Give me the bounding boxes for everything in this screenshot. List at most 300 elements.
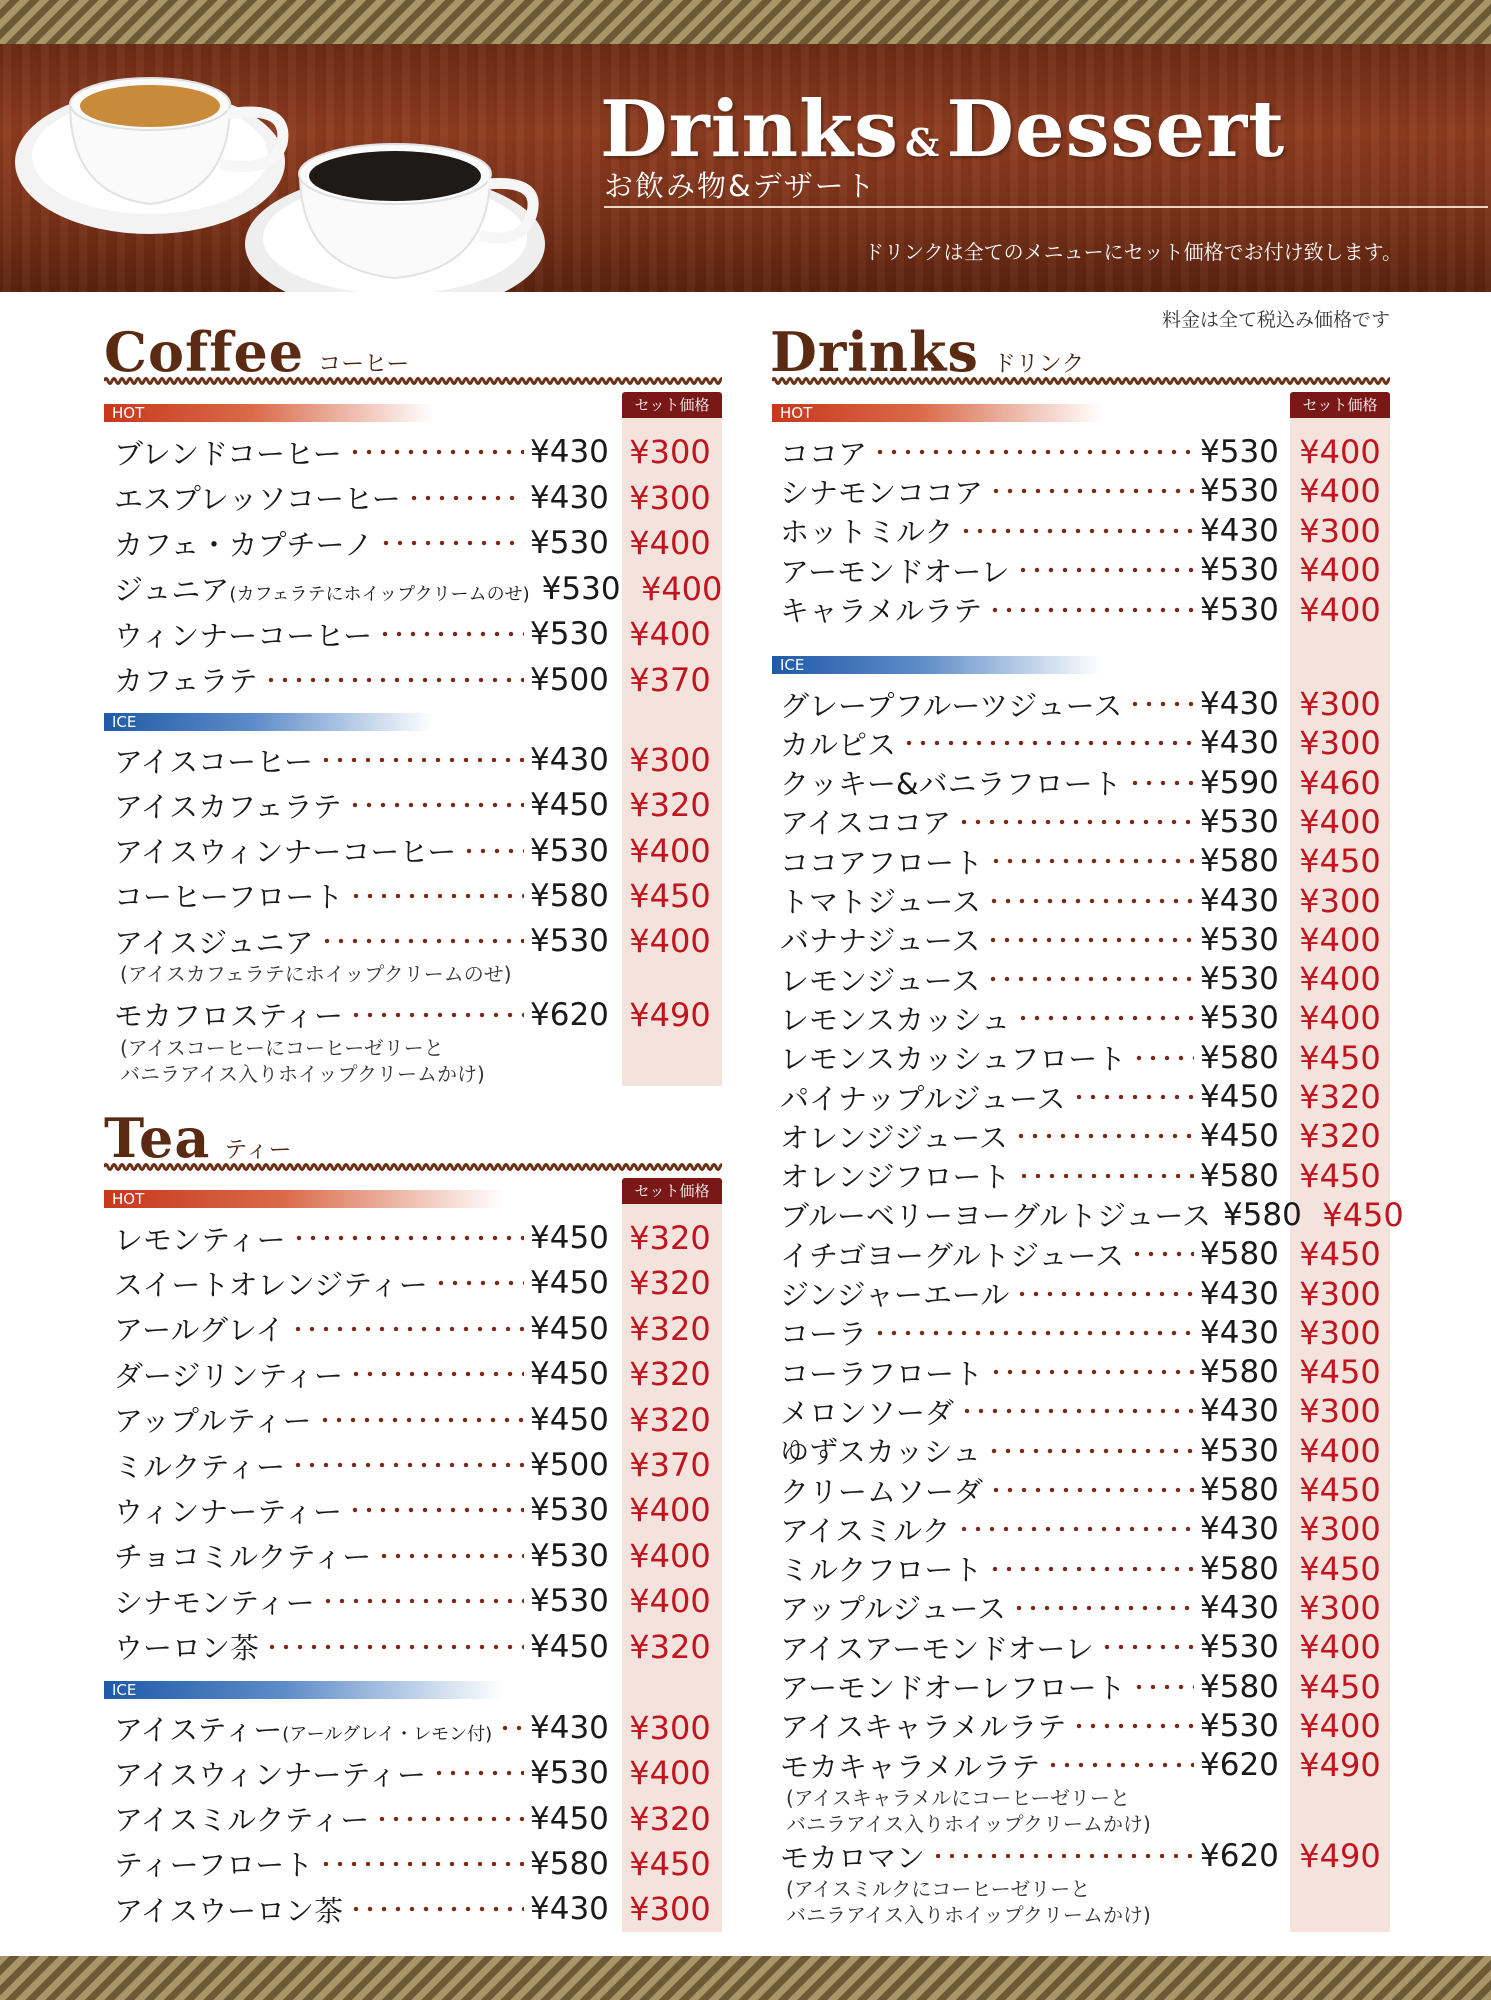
menu-item-name-text: アールグレイ — [114, 1313, 285, 1348]
menu-item-price: ¥450 — [530, 1401, 609, 1438]
menu-item-set-price: ¥300 — [629, 741, 711, 779]
menu-item — [114, 476, 720, 520]
tea-wavy-divider — [104, 1162, 722, 1172]
menu-item-set-price: ¥450 — [1299, 1549, 1381, 1588]
menu-item — [780, 957, 1390, 1001]
menu-item-name — [780, 919, 980, 960]
coffee-ice-band: ICE — [104, 713, 434, 731]
tea-ice-band: ICE — [104, 1681, 504, 1699]
menu-item-name-text: レモンスカッシュ — [780, 1002, 1011, 1037]
dot-leader — [319, 757, 524, 763]
menu-item-name-text: ゆずスカッシュ — [780, 1435, 981, 1470]
menu-item-name-text: カフェ・カプチーノ — [114, 527, 373, 562]
menu-item-price: ¥580 — [1200, 1157, 1279, 1194]
menu-item — [780, 1429, 1390, 1473]
menu-item-price: ¥500 — [530, 661, 609, 698]
menu-item-price: ¥430 — [1200, 512, 1279, 549]
dot-leader — [1128, 780, 1194, 786]
menu-item — [780, 548, 1390, 592]
dot-leader — [931, 1853, 1194, 1859]
dot-leader — [432, 1770, 524, 1776]
menu-item-name — [780, 723, 896, 764]
menu-item-set-price: ¥400 — [1299, 433, 1381, 471]
menu-item-name-text: ブルーベリーヨーグルトジュース — [780, 1199, 1211, 1234]
menu-item — [114, 1216, 720, 1260]
dot-leader — [320, 938, 524, 944]
menu-item-name-text: チョコミルクティー — [114, 1540, 372, 1575]
menu-item-name-text: モカフロスティー — [114, 999, 344, 1033]
menu-item-set-price: ¥320 — [629, 1219, 711, 1257]
drinks-hot-band: HOT — [772, 404, 1102, 422]
menu-item-set-price: ¥450 — [1322, 1195, 1404, 1234]
menu-item-name — [780, 1548, 982, 1589]
dot-leader — [379, 540, 524, 546]
menu-item — [780, 1311, 1390, 1355]
menu-item — [114, 1352, 720, 1396]
menu-item-price: ¥450 — [530, 1220, 609, 1256]
menu-item-price: ¥580 — [1200, 1039, 1279, 1076]
menu-item — [114, 919, 720, 963]
menu-item-name — [780, 1509, 951, 1550]
menu-item-set-price: ¥400 — [629, 1582, 711, 1621]
menu-item-set-price: ¥450 — [1299, 1235, 1381, 1274]
menu-item-price: ¥580 — [1200, 1550, 1279, 1587]
menu-item-set-price: ¥400 — [1299, 590, 1381, 629]
menu-item-price: ¥430 — [530, 1710, 609, 1746]
menu-item — [780, 1075, 1390, 1119]
dot-leader — [989, 858, 1194, 864]
dot-leader — [989, 1369, 1194, 1375]
menu-item-price: ¥580 — [1200, 1668, 1279, 1705]
menu-item-name — [780, 1312, 867, 1353]
menu-item — [780, 682, 1390, 726]
menu-item-set-price: ¥400 — [629, 1754, 711, 1793]
menu-item-set-price: ¥300 — [629, 433, 711, 471]
menu-item-price: ¥620 — [1200, 1838, 1279, 1875]
menu-item-name — [780, 589, 982, 630]
menu-item — [114, 612, 720, 656]
menu-item-set-price: ¥320 — [1299, 1117, 1381, 1156]
menu-item — [780, 1507, 1390, 1551]
menu-item-name — [114, 1889, 343, 1930]
menu-item-name — [114, 1753, 426, 1794]
dot-leader — [349, 893, 524, 899]
menu-item-note: (アイスコーヒーにコーヒーゼリーと — [120, 1035, 444, 1060]
menu-item-price: ¥530 — [1200, 1000, 1279, 1037]
menu-item-price: ¥530 — [530, 1583, 609, 1620]
menu-item — [780, 1350, 1390, 1394]
menu-item-name-text: キャラメルラテ — [780, 594, 983, 629]
top-decorative-stripe — [0, 0, 1491, 44]
menu-item-price: ¥450 — [530, 1265, 609, 1302]
menu-item-price: ¥450 — [1200, 1079, 1279, 1115]
menu-item-price: ¥430 — [1200, 1393, 1279, 1430]
menu-item-set-price: ¥300 — [1299, 1274, 1381, 1313]
menu-item — [780, 1114, 1390, 1158]
menu-item — [780, 996, 1390, 1040]
menu-item-set-price: ¥400 — [1299, 999, 1381, 1038]
dot-leader — [348, 802, 524, 808]
menu-item-name — [114, 1798, 369, 1839]
menu-item — [780, 1665, 1390, 1709]
menu-item-name — [114, 875, 343, 916]
menu-item-set-price: ¥320 — [629, 1627, 711, 1666]
menu-item-name-text: モカキャラメルラテ — [780, 1749, 1041, 1784]
menu-item — [780, 721, 1390, 765]
dot-leader — [291, 1326, 524, 1332]
menu-item-name-text: アイスティー — [114, 1712, 283, 1747]
menu-item-name — [114, 1626, 259, 1667]
menu-item-set-price: ¥300 — [1299, 1392, 1381, 1431]
menu-item-set-price: ¥300 — [1299, 1313, 1381, 1352]
menu-item-price: ¥580 — [1200, 1354, 1279, 1391]
menu-item-set-price: ¥400 — [1299, 1706, 1381, 1745]
dot-leader — [989, 1487, 1194, 1493]
menu-item-set-price: ¥460 — [1299, 763, 1381, 802]
menu-item-name-text: メロンソーダ — [780, 1395, 955, 1430]
coffee-hot-band: HOT — [104, 404, 434, 422]
menu-item-name — [114, 994, 343, 1035]
menu-item — [780, 1586, 1390, 1630]
menu-item-name — [114, 740, 313, 781]
menu-item-name — [780, 1587, 1006, 1628]
dot-leader — [292, 1235, 524, 1241]
coffee-title-jp: コーヒー — [318, 351, 410, 377]
menu-item-set-price: ¥400 — [629, 922, 711, 961]
menu-item-name-text: アイスキャラメルラテ — [780, 1710, 1067, 1745]
menu-item-price: ¥430 — [1200, 725, 1279, 762]
menu-item — [114, 1625, 720, 1669]
menu-item-set-price: ¥400 — [629, 615, 711, 653]
menu-item-name-text: ウーロン茶 — [114, 1631, 260, 1666]
menu-item-price: ¥530 — [1200, 434, 1279, 470]
menu-item-set-price: ¥450 — [1299, 842, 1381, 881]
menu-item — [114, 1751, 720, 1795]
menu-item-name-text: ココア — [780, 436, 868, 471]
menu-item-name — [780, 1234, 1124, 1275]
dot-leader — [988, 1566, 1194, 1572]
menu-item-name-text: アイスココア — [780, 806, 952, 841]
menu-item-price: ¥530 — [530, 832, 609, 869]
menu-item-price: ¥530 — [1200, 921, 1279, 958]
menu-item-set-price: ¥300 — [629, 1709, 711, 1747]
menu-item-set-price: ¥450 — [1299, 1038, 1381, 1077]
menu-item-set-price: ¥320 — [629, 1400, 711, 1439]
menu-item-set-price: ¥300 — [1299, 881, 1381, 920]
menu-item-set-price: ¥320 — [629, 1799, 711, 1838]
dot-leader — [1017, 1173, 1194, 1179]
menu-item-name-text: モカロマン — [780, 1840, 926, 1875]
menu-item-name-text: ウィンナーティー — [114, 1494, 342, 1529]
menu-item-name — [114, 614, 372, 655]
header-banner — [0, 44, 1491, 292]
menu-item-name — [114, 1535, 371, 1576]
menu-item-name-text: レモンジュース — [780, 963, 981, 998]
drinks-set-price-badge: セット価格 — [1290, 392, 1390, 418]
menu-item-price: ¥430 — [1200, 1511, 1279, 1548]
menu-item-name — [780, 1116, 1008, 1157]
menu-item — [780, 1193, 1404, 1237]
menu-item — [780, 1834, 1390, 1878]
menu-item — [114, 1887, 720, 1931]
menu-item — [780, 839, 1390, 883]
menu-item-description: (アールグレイ・レモン付) — [282, 1723, 493, 1745]
menu-item-set-price: ¥450 — [1299, 1156, 1381, 1195]
menu-item-price: ¥530 — [1200, 591, 1279, 628]
menu-item — [114, 658, 720, 702]
menu-item-price: ¥530 — [530, 923, 609, 960]
menu-item — [780, 1272, 1390, 1316]
menu-item-note: (アイスミルクにコーヒーゼリーと — [786, 1877, 1091, 1902]
menu-item-set-price: ¥300 — [1299, 685, 1381, 723]
dot-leader — [1132, 1055, 1194, 1061]
menu-item-price: ¥580 — [1222, 1196, 1302, 1233]
title-ampersand: & — [905, 120, 941, 165]
menu-item-set-price: ¥450 — [1299, 1667, 1381, 1706]
dot-leader — [873, 449, 1194, 455]
menu-item-note: (アイスキャラメルにコーヒーゼリーと — [786, 1786, 1131, 1811]
menu-item-set-price: ¥400 — [1299, 1628, 1381, 1667]
menu-item-set-price: ¥400 — [1299, 960, 1381, 999]
menu-item-price: ¥430 — [530, 479, 609, 516]
menu-item — [780, 1704, 1390, 1748]
dot-leader — [407, 495, 524, 501]
menu-item-name-text: アップルジュース — [780, 1592, 1007, 1627]
dot-leader — [902, 740, 1194, 746]
dot-leader — [1128, 701, 1194, 707]
tea-section-title — [104, 1106, 292, 1170]
menu-item-name-text: ミルクティー — [114, 1449, 286, 1484]
menu-item-note: (アイスカフェラテにホイップクリームのせ) — [120, 962, 512, 987]
menu-item-name — [780, 801, 951, 842]
menu-item-name-text: ダージリンティー — [114, 1358, 344, 1393]
menu-item-set-price: ¥490 — [1299, 1837, 1381, 1876]
drinks-section-title — [770, 320, 1084, 384]
menu-item-name-text: スイートオレンジティー — [114, 1267, 428, 1302]
menu-item — [780, 1468, 1390, 1512]
dot-leader — [873, 1330, 1194, 1336]
menu-item-name-text: アイスジュニア — [114, 925, 314, 960]
menu-item — [780, 1743, 1390, 1787]
tea-hot-band: HOT — [104, 1190, 504, 1208]
menu-item — [780, 430, 1390, 474]
menu-item-name-text: カフェラテ — [114, 664, 258, 698]
menu-item-name-text: コーラ — [780, 1317, 868, 1352]
dot-leader — [377, 1553, 524, 1559]
menu-item — [780, 879, 1390, 923]
menu-item — [780, 1389, 1390, 1433]
menu-item — [114, 521, 720, 565]
menu-item-price: ¥530 — [1200, 1707, 1279, 1744]
menu-item-price: ¥450 — [1200, 1118, 1279, 1155]
dot-leader — [349, 1906, 524, 1912]
menu-item-name — [780, 1194, 1211, 1235]
menu-item-note: バニラアイス入りホイップクリームかけ) — [786, 1903, 1151, 1928]
dot-leader — [349, 1012, 524, 1018]
menu-title-japanese: お飲み物&デザート — [604, 169, 877, 203]
menu-item-set-price: ¥400 — [629, 1536, 711, 1575]
menu-item — [114, 1443, 720, 1487]
menu-item-name-text: エスプレッソコーヒー — [114, 482, 401, 516]
menu-item-name — [780, 998, 1010, 1039]
menu-item-set-price: ¥450 — [629, 876, 711, 915]
menu-item-name-text: レモンスカッシュフロート — [780, 1042, 1127, 1077]
menu-item-name-text: シナモンココア — [780, 475, 984, 510]
menu-item-name — [780, 510, 953, 551]
menu-item — [114, 1534, 720, 1578]
menu-item-name-text: ジュニア — [114, 573, 230, 607]
menu-item-price: ¥580 — [530, 877, 609, 914]
dot-leader — [264, 677, 524, 683]
menu-item-set-price: ¥400 — [629, 524, 711, 562]
menu-item — [114, 1842, 720, 1886]
menu-item-set-price: ¥400 — [1299, 1431, 1381, 1470]
dot-leader — [957, 819, 1194, 825]
menu-item-name — [114, 1581, 315, 1622]
menu-item-name — [114, 1843, 313, 1884]
menu-item — [114, 993, 720, 1037]
bottom-decorative-stripe — [0, 1956, 1491, 2000]
menu-item-price: ¥530 — [1200, 1432, 1279, 1469]
dot-leader — [375, 1816, 524, 1822]
menu-item-price: ¥450 — [530, 1800, 609, 1837]
menu-item — [114, 874, 720, 918]
menu-item-set-price: ¥400 — [629, 1491, 711, 1530]
menu-item-name-text: ミルクフロート — [780, 1553, 983, 1588]
menu-item-name — [780, 1470, 983, 1511]
menu-item-name-text: クリームソーダ — [780, 1474, 984, 1509]
menu-item-price: ¥580 — [1200, 1472, 1279, 1508]
menu-item — [114, 1307, 720, 1351]
dot-leader — [1014, 1133, 1194, 1139]
dot-leader — [957, 1526, 1194, 1532]
menu-item-price: ¥530 — [1200, 961, 1279, 998]
menu-item-price: ¥430 — [530, 742, 609, 778]
menu-item-price: ¥530 — [1200, 1629, 1279, 1666]
menu-item-name-text: アイスミルク — [780, 1513, 951, 1548]
dot-leader — [1132, 1684, 1194, 1690]
menu-item-set-price: ¥450 — [1299, 1353, 1381, 1392]
menu-item-name-text: ブレンドコーヒー — [114, 436, 342, 471]
menu-item-name-text: アイスウィンナーティー — [114, 1757, 427, 1792]
menu-item-set-price: ¥370 — [629, 660, 711, 699]
menu-item-name-text: ティーフロート — [114, 1848, 314, 1883]
menu-item-set-price: ¥400 — [640, 569, 723, 608]
dot-leader — [319, 1861, 524, 1867]
menu-item-set-price: ¥490 — [629, 995, 711, 1034]
menu-item — [114, 567, 723, 611]
menu-item-name-text: ジンジャーエール — [780, 1278, 1010, 1312]
menu-item-note: バニラアイス入りホイップクリームかけ) — [786, 1812, 1151, 1837]
menu-item-name-text: ココアフロート — [780, 845, 984, 880]
menu-item-price: ¥450 — [530, 1628, 609, 1665]
menu-item-name-text: レモンティー — [114, 1222, 286, 1257]
menu-item-name-text: アイスウーロン茶 — [114, 1893, 344, 1928]
dot-leader — [349, 1371, 524, 1377]
dot-leader — [321, 1598, 524, 1604]
menu-item-price: ¥530 — [1200, 552, 1279, 589]
menu-item — [114, 1398, 720, 1442]
dot-leader — [1130, 1251, 1194, 1257]
menu-item-name-text: イチゴヨーグルトジュース — [780, 1238, 1124, 1273]
menu-item-note: バニラアイス入りホイップクリームかけ) — [120, 1061, 485, 1086]
menu-item-name — [114, 830, 456, 871]
menu-item-name — [780, 762, 1122, 803]
dot-leader — [318, 1417, 525, 1423]
menu-item-price: ¥430 — [530, 434, 609, 470]
menu-item — [780, 1625, 1390, 1669]
drinks-title-jp: ドリンク — [992, 351, 1085, 377]
menu-item-name — [780, 1352, 983, 1393]
menu-item-name — [780, 1666, 1126, 1707]
menu-item-price: ¥580 — [530, 1845, 609, 1882]
menu-item-set-price: ¥320 — [1299, 1078, 1381, 1116]
menu-item — [114, 1261, 720, 1305]
menu-item-price: ¥450 — [530, 1310, 609, 1347]
menu-item-price: ¥530 — [530, 1755, 609, 1792]
menu-item-price: ¥450 — [530, 1356, 609, 1393]
menu-item-name-text: オレンジジュース — [780, 1120, 1008, 1155]
menu-item-name — [114, 568, 530, 609]
dot-leader — [989, 488, 1194, 494]
dot-leader — [462, 848, 524, 854]
menu-item-set-price: ¥400 — [1299, 551, 1381, 590]
menu-item-price: ¥530 — [530, 525, 609, 561]
menu-item-name — [780, 841, 983, 882]
menu-item — [114, 738, 720, 782]
menu-item — [114, 829, 720, 873]
menu-item-price: ¥580 — [1200, 843, 1279, 880]
menu-item-name-text: アップルティー — [114, 1404, 312, 1439]
menu-item-price: ¥590 — [1200, 764, 1279, 801]
menu-item-set-price: ¥300 — [1299, 724, 1381, 763]
coffee-set-price-badge: セット価格 — [622, 392, 722, 418]
menu-item — [114, 430, 720, 474]
menu-item-set-price: ¥490 — [1299, 1746, 1381, 1785]
menu-item — [114, 1706, 720, 1750]
menu-item-price: ¥530 — [530, 616, 609, 652]
menu-item-set-price: ¥400 — [1299, 920, 1381, 959]
menu-item-name — [114, 785, 342, 826]
menu-item-name — [114, 1490, 342, 1531]
menu-item-name-text: アイスウィンナーコーヒー — [114, 835, 457, 870]
menu-item-price: ¥430 — [530, 1891, 609, 1928]
menu-item-name-text: コーラフロート — [780, 1356, 984, 1391]
menu-item-name — [780, 880, 981, 921]
menu-item-set-price: ¥300 — [1299, 1510, 1381, 1549]
menu-item-name-text: オレンジフロート — [780, 1160, 1011, 1195]
dot-leader — [291, 1462, 524, 1468]
menu-item-set-price: ¥450 — [629, 1844, 711, 1883]
coffee-wavy-divider — [104, 376, 722, 386]
menu-item-set-price: ¥300 — [1299, 511, 1381, 550]
menu-item-name — [114, 432, 342, 473]
dot-leader — [1016, 1015, 1194, 1021]
menu-item-name-text: クッキー&バニラフロート — [780, 767, 1122, 802]
menu-item-name — [114, 1263, 428, 1304]
menu-item — [114, 1579, 720, 1623]
menu-item — [780, 588, 1390, 632]
menu-item-set-price: ¥320 — [629, 1309, 711, 1348]
menu-item-name — [780, 1273, 1009, 1314]
coffee-title-en: Coffee — [104, 320, 305, 384]
dot-leader — [1016, 567, 1194, 573]
menu-item-price: ¥530 — [530, 1537, 609, 1574]
menu-item-set-price: ¥320 — [629, 1264, 711, 1303]
menu-item-name — [114, 1354, 343, 1395]
menu-item-price: ¥430 — [1200, 882, 1279, 919]
menu-item — [780, 1232, 1390, 1276]
